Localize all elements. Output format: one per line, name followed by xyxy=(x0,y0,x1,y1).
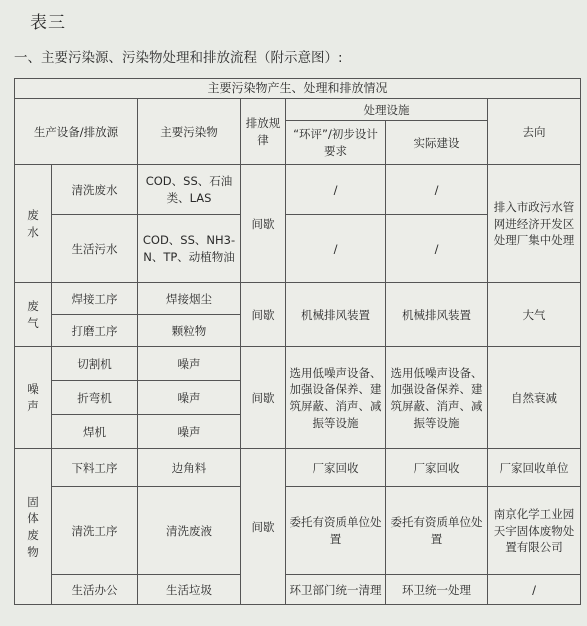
destination-cell: 南京化学工业园天宇固体废物处置有限公司 xyxy=(488,487,581,575)
pollutant-cell: 颗粒物 xyxy=(138,315,241,347)
actual-cell: 环卫统一处理 xyxy=(386,575,488,605)
category-wastewater: 废 水 xyxy=(15,165,52,283)
destination-cell: 排入市政污水管网进经济开发区处理厂集中处理 xyxy=(488,165,581,283)
pollutant-cell: 生活垃圾 xyxy=(138,575,241,605)
section-heading: 一、主要污染源、污染物处理和排放流程（附示意图）: xyxy=(14,50,343,66)
pollutant-cell: COD、SS、NH3-N、TP、动植物油 xyxy=(138,215,241,283)
source-cell: 清洗工序 xyxy=(52,487,138,575)
source-cell: 焊机 xyxy=(52,415,138,449)
pollutant-cell: 边角料 xyxy=(138,449,241,487)
planned-cell: / xyxy=(286,215,386,283)
source-cell: 清洗废水 xyxy=(52,165,138,215)
destination-cell: 大气 xyxy=(488,283,581,347)
source-cell: 切割机 xyxy=(52,347,138,381)
header-planned: “环评”/初步设计要求 xyxy=(286,121,386,165)
pollutant-cell: 噪声 xyxy=(138,347,241,381)
pollutant-cell: 清洗废液 xyxy=(138,487,241,575)
planned-cell: 环卫部门统一清理 xyxy=(286,575,386,605)
actual-cell: 委托有资质单位处置 xyxy=(386,487,488,575)
planned-cell: 选用低噪声设备、加强设备保养、建筑屏蔽、消声、减振等设施 xyxy=(286,347,386,449)
source-cell: 生活办公 xyxy=(52,575,138,605)
planned-cell: 机械排风装置 xyxy=(286,283,386,347)
planned-cell: / xyxy=(286,165,386,215)
pollutant-cell: COD、SS、石油类、LAS xyxy=(138,165,241,215)
discharge-cell: 间歇 xyxy=(241,347,286,449)
header-actual: 实际建设 xyxy=(386,121,488,165)
document-label: 表三 xyxy=(30,13,66,33)
actual-cell: 厂家回收 xyxy=(386,449,488,487)
pollutant-cell: 噪声 xyxy=(138,415,241,449)
planned-cell: 厂家回收 xyxy=(286,449,386,487)
pollutant-cell: 焊接烟尘 xyxy=(138,283,241,315)
discharge-cell: 间歇 xyxy=(241,165,286,283)
actual-cell: 机械排风装置 xyxy=(386,283,488,347)
source-cell: 打磨工序 xyxy=(52,315,138,347)
header-source: 生产设备/排放源 xyxy=(15,99,138,165)
actual-cell: / xyxy=(386,215,488,283)
destination-cell: / xyxy=(488,575,581,605)
discharge-cell: 间歇 xyxy=(241,449,286,605)
category-noise: 噪 声 xyxy=(15,347,52,449)
destination-cell: 厂家回收单位 xyxy=(488,449,581,487)
pollution-table xyxy=(14,78,581,605)
source-cell: 焊接工序 xyxy=(52,283,138,315)
category-solid-waste: 固 体 废 物 xyxy=(15,449,52,605)
header-treatment: 处理设施 xyxy=(286,99,488,121)
header-destination: 去向 xyxy=(488,99,581,165)
source-cell: 折弯机 xyxy=(52,381,138,415)
discharge-cell: 间歇 xyxy=(241,283,286,347)
pollutant-cell: 噪声 xyxy=(138,381,241,415)
table-caption: 主要污染物产生、处理和排放情况 xyxy=(15,79,581,99)
actual-cell: / xyxy=(386,165,488,215)
header-discharge: 排放规律 xyxy=(241,99,286,165)
source-cell: 生活污水 xyxy=(52,215,138,283)
actual-cell: 选用低噪声设备、加强设备保养、建筑屏蔽、消声、减振等设施 xyxy=(386,347,488,449)
category-waste-gas: 废 气 xyxy=(15,283,52,347)
destination-cell: 自然衰减 xyxy=(488,347,581,449)
header-pollutant: 主要污染物 xyxy=(138,99,241,165)
source-cell: 下料工序 xyxy=(52,449,138,487)
planned-cell: 委托有资质单位处置 xyxy=(286,487,386,575)
